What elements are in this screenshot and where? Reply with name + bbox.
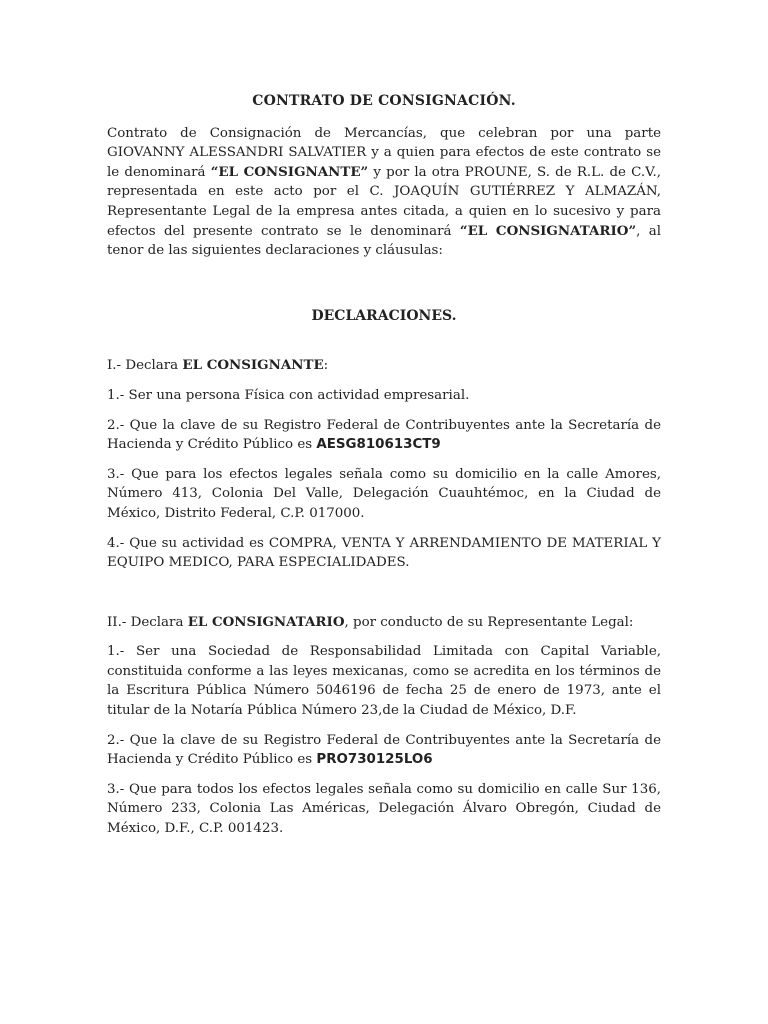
- section2-party: EL CONSIGNATARIO: [187, 613, 345, 630]
- section2-item2-text: 2.- Que la clave de su Registro Federal de Contribuyentes ante la Secretaría de Hacienda y Crédito Público es: [107, 732, 661, 768]
- intro-text-1: Contrato de Consignación de Mercancías, que celebran por una parte GIOVANNY ALESSANDRI SALVATIER y a quien para efectos de este contrato se le denominará: [107, 125, 661, 180]
- section1-item2: [107, 416, 661, 455]
- section1-item3: 3.- Que para los efectos legales señala como su domicilio en la calle Amores, Número 413, Colonia Del Valle, Delegación Cuauhtémoc, en la Ciudad de México, Distrito Federal, C.P. 017000.: [107, 466, 661, 521]
- intro-text-3: , al tenor de las siguientes declaraciones y cláusulas:: [107, 223, 661, 259]
- section1-party: EL CONSIGNANTE: [182, 357, 324, 374]
- document-page: [107, 92, 661, 839]
- intro-text-2: y por la otra PROUNE, S. de R.L. de C.V., representada en este acto por el C. JOAQUÍN GUTIÉRREZ Y ALMAZÁN, Representante Legal de la empresa antes citada, a quien en lo sucesivo y para efectos del presente contrato se le denominará: [107, 164, 661, 239]
- section1-item1: 1.- Ser una persona Física con actividad empresarial.: [107, 387, 470, 403]
- document-title: CONTRATO DE CONSIGNACIÓN.: [252, 93, 516, 109]
- section1-colon: :: [323, 358, 329, 374]
- section1-item4: 4.- Que su actividad es COMPRA, VENTA Y ARRENDAMIENTO DE MATERIAL Y EQUIPO MEDICO, PARA ESPECIALIDADES.: [107, 535, 661, 571]
- section1-heading: [107, 356, 661, 376]
- section2-lead: II.- Declara: [107, 614, 188, 630]
- section2-tail: , por conducto de su Representante Legal:: [344, 614, 634, 630]
- section2-item1: 1.- Ser una Sociedad de Responsabilidad Limitada con Capital Variable, constituida conforme a las leyes mexicanas, como se acredita en los términos de la Escritura Pública Número 5046196 de fecha 25 de enero de 1973, ante el titular de la Notaría Pública Número 23,de la Ciudad de México, D.F.: [107, 644, 661, 719]
- consignante-rfc: AESG810613CT9: [316, 437, 441, 453]
- section2-heading: [107, 613, 661, 633]
- intro-paragraph: [107, 124, 661, 261]
- section2-item2: [107, 731, 661, 770]
- consignante-term: “EL CONSIGNANTE”: [210, 163, 369, 180]
- section2-item3: 3.- Que para todos los efectos legales señala como su domicilio en calle Sur 136, Número 233, Colonia Las Américas, Delegación Álvaro Obregón, Ciudad de México, D.F., C.P. 001423.: [107, 781, 661, 837]
- declaraciones-heading: DECLARACIONES.: [311, 307, 457, 324]
- consignatario-term: “EL CONSIGNATARIO”: [459, 222, 637, 239]
- consignatario-rfc: PRO730125LO6: [316, 752, 433, 768]
- section1-lead: I.- Declara: [107, 358, 183, 374]
- section1-item2-text: 2.- Que la clave de su Registro Federal de Contribuyentes ante la Secretaría de Hacienda y Crédito Público es: [107, 417, 661, 453]
